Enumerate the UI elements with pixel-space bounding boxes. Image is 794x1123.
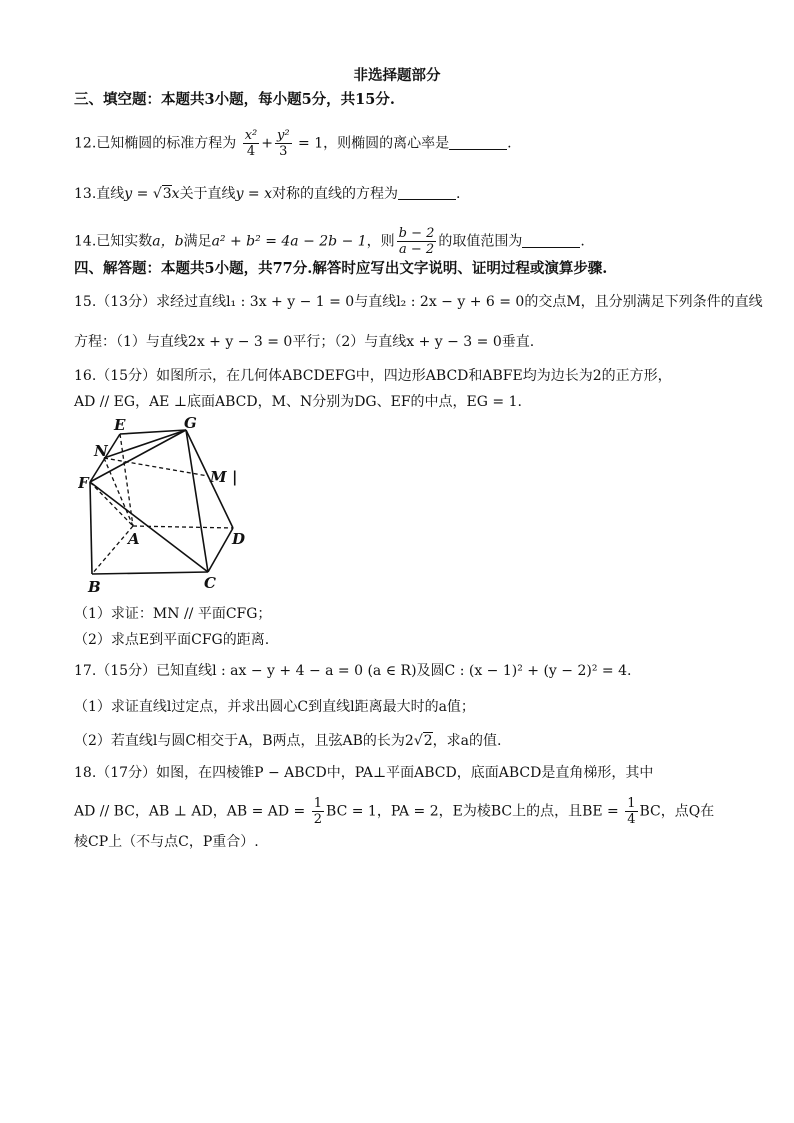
question-15-line-2: 方程：（1）与直线2x + y − 3 = 0平行；（2）与直线x + y − 3 = 0垂直. <box>74 334 535 350</box>
question-18-line-1: 18.（17分）如图，在四棱锥P − ABCD中，PA⊥平面ABCD，底面ABCD是直角梯形，其中 <box>74 765 654 781</box>
label-a: A <box>128 530 140 548</box>
edge-ab <box>92 526 133 574</box>
question-16-line-2: AD // EG，AE ⊥底面ABCD，M、N分别为DG、EF的中点，EG = 1. <box>74 394 522 410</box>
fraction: $\frac{1}{2}$ <box>313 796 323 827</box>
label-c: C <box>204 574 216 592</box>
question-17-line-3: （2）若直线l与圆C相交于A，B两点，且弦AB的长为2√2，求a的值. <box>74 733 502 749</box>
label-f: F <box>78 474 89 492</box>
edge-dc <box>208 528 233 572</box>
label-n: N <box>94 442 108 460</box>
edge-bc <box>92 572 208 574</box>
fraction: $\frac{\text{x²}}{4}$ <box>244 128 258 159</box>
page-title: 非选择题部分 <box>353 67 441 84</box>
geometry-figure <box>78 412 248 594</box>
question-18-line-2: AD // BC，AB ⊥ AD，AB = AD = $\frac{1}{2}$ BC = 1，PA = 2，E为棱BC上的点，且BE = $\frac{1}{4}$ BC，点Q在 <box>74 796 715 827</box>
question-17-line-2: （1）求证直线l过定点，并求出圆心C到直线l距离最大时的a值； <box>74 699 475 715</box>
question-13: 13.直线y = √3x关于直线y = x对称的直线的方程为 . <box>74 186 461 202</box>
section-4-heading: 四、解答题：本题共5小题，共77分.解答时应写出文字说明、证明过程或演算步骤. <box>74 260 608 277</box>
edge-ng <box>104 430 186 458</box>
section-3-heading: 三、填空题：本题共3小题，每小题5分，共15分. <box>74 91 395 108</box>
answer-blank[interactable] <box>398 185 456 200</box>
question-17-line-1: 17.（15分）已知直线l : ax − y + 4 − a = 0 (a ∈ R)及圆C : (x − 1)² + (y − 2)² = 4. <box>74 663 632 679</box>
question-16-line-1: 16.（15分）如图所示，在几何体ABCDEFG中，四边形ABCD和ABFE均为边长为2的正方形， <box>74 368 672 384</box>
label-b: B <box>88 578 101 594</box>
question-16-part-2: （2）求点E到平面CFG的距离. <box>74 632 270 648</box>
question-16-part-1: （1）求证：MN // 平面CFG； <box>74 606 272 622</box>
fraction: $\frac{\text{y²}}{3}$ <box>277 128 290 159</box>
fraction: $\frac{b - 2}{a - 2}$ <box>398 226 435 257</box>
label-g: G <box>184 414 197 432</box>
label-m: M <box>210 468 227 486</box>
question-18-line-3: 棱CP上（不与点C，P重合）. <box>74 834 259 850</box>
answer-blank[interactable] <box>522 233 580 248</box>
fraction: $\frac{1}{4}$ <box>627 796 636 827</box>
question-12: 12.已知椭圆的标准方程为 $\frac{\text{x²}}{4}$ + $\frac{\text{y²}}{3}$ = 1，则椭圆的离心率是 . <box>74 128 512 159</box>
question-14: 14.已知实数a，b满足a² + b² = 4a − 2b − 1，则 $\frac{b - 2}{a - 2}$ 的取值范围为 . <box>74 226 585 257</box>
label-mark: | <box>232 468 238 486</box>
edge-fa <box>90 482 133 526</box>
edge-fb <box>90 482 92 574</box>
answer-blank[interactable] <box>449 135 507 150</box>
label-d: D <box>232 530 246 548</box>
label-e: E <box>114 416 126 434</box>
question-15-line-1: 15.（13分）求经过直线l₁ : 3x + y − 1 = 0与直线l₂ : 2x − y + 6 = 0的交点M，且分别满足下列条件的直线 <box>74 294 763 310</box>
